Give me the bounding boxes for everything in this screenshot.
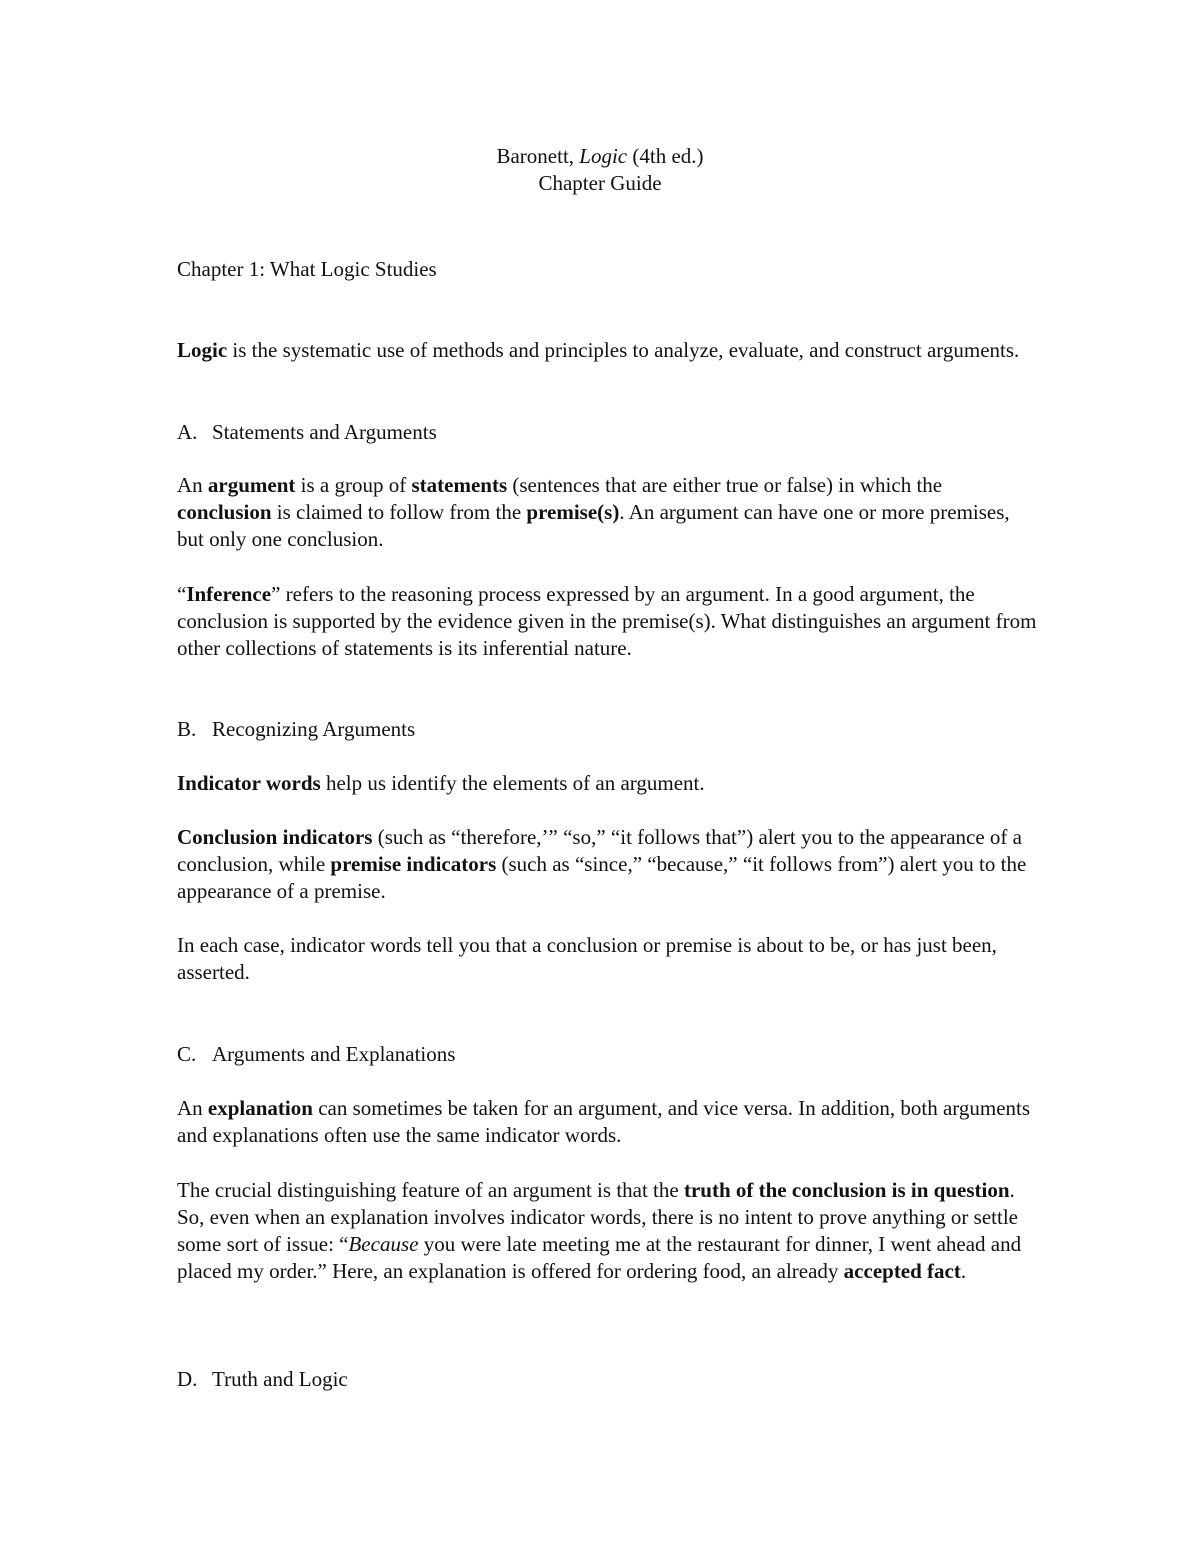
edition: (4th ed.) (627, 144, 704, 168)
term-argument: argument (207, 473, 296, 497)
term-conclusion: conclusion (177, 500, 272, 524)
term-indicator-words: Indicator words (177, 771, 321, 795)
term-premises: premise(s) (526, 500, 620, 524)
term-premise-indicators: premise indicators (330, 852, 497, 876)
section-title: Recognizing Arguments (212, 717, 416, 741)
section-title: Truth and Logic (212, 1367, 348, 1391)
section-letter: C. (177, 1042, 197, 1066)
section-b-paragraph-1: Indicator words help us identify the elements of an argument. (177, 771, 705, 795)
term-truth-in-question: truth of the conclusion is in question (683, 1178, 1010, 1202)
section-title: Statements and Arguments (212, 420, 437, 444)
document-subtitle: Chapter Guide (538, 171, 662, 195)
section-heading-c (177, 1041, 1037, 1068)
term-accepted-fact: accepted fact (843, 1259, 961, 1283)
term-explanation: explanation (207, 1096, 313, 1120)
section-title: Arguments and Explanations (212, 1042, 456, 1066)
section-c-paragraph-1: An explanation can sometimes be taken for an argument, and vice versa. In addition, both arguments and explanations often use the same indicator words. (177, 1096, 1031, 1147)
section-heading-d (177, 1366, 1037, 1393)
emphasis-because: Because (348, 1232, 419, 1256)
section-letter: B. (177, 717, 197, 741)
section-a-paragraph-2: “Inference” refers to the reasoning process expressed by an argument. In a good argument, the conclusion is supported by the evidence given in the premise(s). What distinguishes an argument from other collections of statements is its inferential nature. (177, 582, 1037, 660)
section-b-paragraph-2: Conclusion indicators (such as “therefore,’” “so,” “it follows that”) alert you to the appearance of a conclusion, while premise indicators (such as “since,” “because,” “it follows from”) alert you to the appearance of a premise. (177, 825, 1027, 903)
chapter-title: Chapter 1: What Logic Studies (177, 257, 437, 281)
section-a-paragraph-1: An argument is a group of statements (sentences that are either true or false) in which the conclusion is claimed to follow from the premise(s). An argument can have one or more premises, but only one conclusion. (177, 473, 1010, 551)
book-title: Logic (579, 144, 628, 168)
section-heading-a (177, 419, 1037, 446)
section-c-paragraph-2: The crucial distinguishing feature of an argument is that the truth of the conclusion is in question. So, even when an explanation involves indicator words, there is no intent to prove anything or settle some sort of issue: “Because you were late meeting me at the restaurant for dinner, I went ahead and placed my order.” Here, an explanation is offered for ordering food, an already accepted fact. (177, 1178, 1022, 1283)
author-name: Baronett, (496, 144, 580, 168)
section-b-paragraph-3: In each case, indicator words tell you that a conclusion or premise is about to be, or has just been, asserted. (177, 933, 997, 984)
document-header-citation (0, 143, 1200, 170)
intro-paragraph: Logic is the systematic use of methods and principles to analyze, evaluate, and construct arguments. (177, 338, 1020, 362)
term-conclusion-indicators: Conclusion indicators (177, 825, 373, 849)
term-statements: statements (411, 473, 508, 497)
section-letter: D. (177, 1367, 198, 1391)
term-inference: Inference (186, 582, 272, 606)
section-heading-b (177, 716, 1037, 743)
section-letter: A. (177, 420, 198, 444)
term-logic: Logic (177, 338, 228, 362)
